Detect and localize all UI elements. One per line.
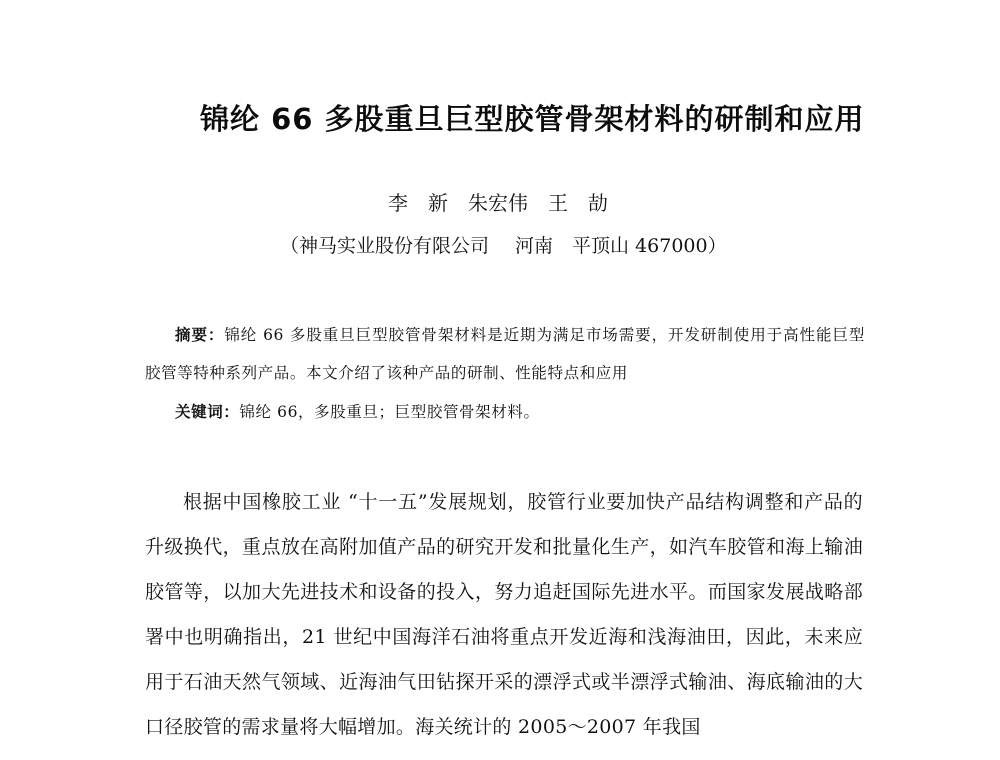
abstract-label: 摘要： bbox=[175, 325, 225, 344]
paper-title: 锦纶 66 多股重旦巨型胶管骨架材料的研制和应用 bbox=[200, 102, 865, 136]
keywords-text: 锦纶 66，多股重旦；巨型胶管骨架材料。 bbox=[239, 403, 540, 421]
body-paragraph: 根据中国橡胶工业 “十一五”发展规划，胶管行业要加快产品结构调整和产品的升级换代，重点放在高附加值产品的研究开发和批量化生产，如汽车胶管和海上输油胶管等，以加大先进技术和设备的投入，努力追赶国际先进水平。而国家发展战略部署中也明确指出，21 世纪中国海洋石油将重点开发近海和浅海油田，因此，未来应用于石油天然气领域、近海油气田钻探开采的漂浮式或半漂浮式输油、海底输油的大口径胶管的需求量将大幅增加。海关统计的 2005～2007 年我国 bbox=[145, 491, 863, 738]
affiliation-organization: （神马实业股份有限公司 bbox=[280, 235, 490, 257]
abstract-text: 锦纶 66 多股重旦巨型胶管骨架材料是近期为满足市场需要，开发研制使用于高性能巨型胶管等特种系列产品。本文介绍了该种产品的研制、性能特点和应用 bbox=[145, 326, 865, 382]
abstract-section bbox=[145, 316, 865, 392]
author-affiliation bbox=[280, 231, 727, 258]
keywords-section bbox=[175, 400, 540, 422]
affiliation-location: 河南 平顶山 467000） bbox=[515, 235, 727, 257]
author-list: 李 新 朱宏伟 王 劼 bbox=[388, 191, 608, 215]
keywords-label: 关键词： bbox=[175, 402, 240, 421]
